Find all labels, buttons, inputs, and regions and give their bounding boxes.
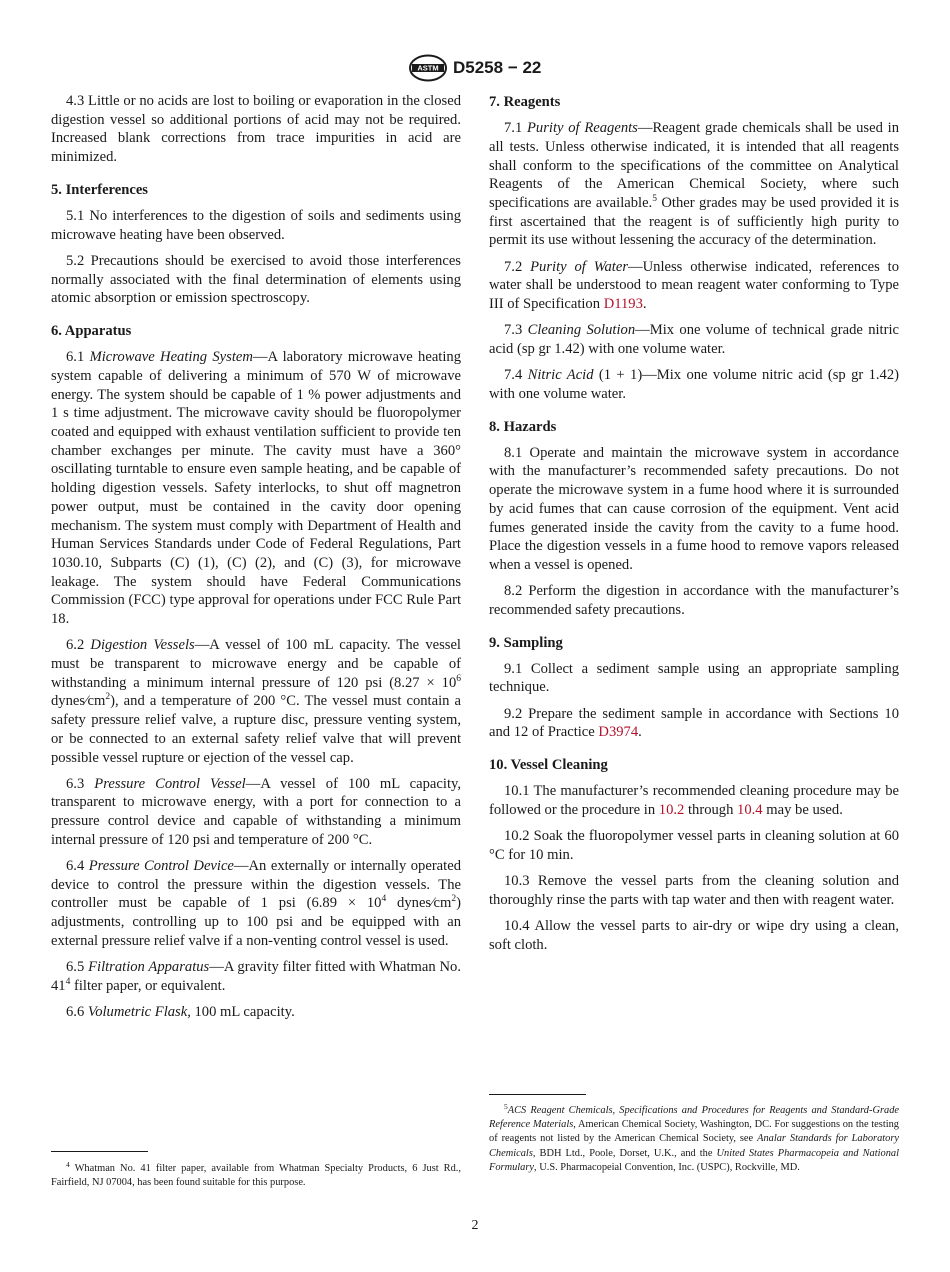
paragraph-7-3: 7.3 Cleaning Solution—Mix one volume of technical grade nitric acid (sp gr 1.42) with one volume water. — [489, 322, 899, 357]
paragraph-5-2: 5.2 Precautions should be exercised to avoid those interferences normally associated with the final determination of elements using atomic absorption or emission spectroscopy. — [51, 252, 461, 307]
paragraph-10-3: 10.3 Remove the vessel parts from the cleaning solution and thoroughly rinse the parts with tap water and then with reagent water. — [489, 873, 899, 908]
section-6-heading: 6. Apparatus — [51, 323, 132, 340]
paragraph-8-1: 8.1 Operate and maintain the microwave system in accordance with the manufacturer’s recommended safety precautions. Do not operate the microwave system in a fume hood where it is surrounded by acid fumes that can cause corrosion of the equipment. Vent acid fumes generated inside the cavity from the cavity to a fume hood. Place the digestion vessels in a fume hood to remove vapors released when a vessel is opened. — [489, 444, 899, 573]
ref-link-10-2[interactable]: 10.2 — [658, 802, 685, 818]
footnote-5: $^5$ACS Reagent Chemicals, Specifications and Procedures for Reagents and Standard-Grade Reference Materials, American Chemical Society, Washington, DC. For suggestions on the testing of reagents not listed by the American Chemical Society, see Analar Standards for Laboratory Chemicals, BDH Ltd., Poole, Dorset, U.K., and the United States Pharmacopeia and National Formulary, U.S. Pharmacopeial Convention, Inc. (USPC), Rockville, MD. — [489, 1102, 899, 1173]
page-number: 2 — [471, 1218, 479, 1233]
section-8-heading: 8. Hazards — [489, 418, 557, 435]
paragraph-10-4: 10.4 Allow the vessel parts to air-dry or wipe dry using a clean, soft cloth. — [489, 918, 899, 953]
paragraph-6-6: 6.6 Volumetric Flask, 100 mL capacity. — [66, 1003, 295, 1020]
paragraph-10-1: 10.1 The manufacturer’s recommended cleaning procedure may be followed or the procedure in 10.2 through 10.4 may be used. — [489, 783, 899, 818]
paragraph-9-1: 9.1 Collect a sediment sample using an appropriate sampling technique. — [489, 660, 899, 696]
footnote-ref-5[interactable]: 5 — [652, 194, 657, 205]
footnote-4: $^4$ Whatman No. 41 filter paper, available from Whatman Specialty Products, 6 Just Rd., Fairfield, NJ 07004, has been found suitable for this purpose. — [51, 1160, 461, 1189]
paragraph-6-4: 6.4 Pressure Control Device—An externally or internally operated device to control the pressure within the digestion vessels. The controller must be capable of 1 psi ($6.89 \times 10^4$ $dynes⁄cm^2$) adjustments, controlling up to 100 psi and be equipped with an external pressure relief valve if a non-venting control vessel is used. — [51, 858, 461, 949]
paragraph-7-2: 7.2 Purity of Water—Unless otherwise indicated, references to water shall be understood to mean reagent water conforming to Type III of Specification D1193. — [489, 258, 899, 313]
right-column — [489, 92, 899, 962]
paragraph-6-5: 6.5 Filtration Apparatus—A gravity filter fitted with Whatman No. $41^4$ filter paper, or equivalent. — [51, 959, 461, 994]
paragraph-4-3: 4.3 Little or no acids are lost to boiling or evaporation in the closed digestion vessel so additional portions of acid may not be required. Increased blank corrections from trace impurities in acid are minimized. — [51, 93, 461, 166]
footnote-divider-left — [51, 1151, 148, 1152]
left-column — [51, 92, 461, 1029]
ref-link-10-4[interactable]: 10.4 — [737, 802, 763, 818]
ref-link-d1193[interactable]: D1193 — [603, 296, 643, 313]
footnote-divider-right — [489, 1094, 586, 1095]
paragraph-9-2: 9.2 Prepare the sediment sample in accordance with Sections 10 and 12 of Practice D3974. — [489, 705, 899, 741]
ref-link-d3974[interactable]: D3974 — [598, 724, 639, 741]
paragraph-5-1: 5.1 No interferences to the digestion of soils and sediments using microwave heating have been observed. — [51, 208, 461, 243]
document-designation: D5258 − 22 — [453, 58, 542, 77]
paragraph-6-3: 6.3 Pressure Control Vessel—A vessel of 100 mL capacity, transparent to microwave energy, with a port for connection to a pressure control device and capable of withstanding a minimum internal pressure of 120 psi and temperature of 200 °C. — [51, 775, 461, 848]
footnote-ref-4[interactable]: 4 — [65, 976, 71, 987]
paragraph-7-1: 7.1 Purity of Reagents—Reagent grade chemicals shall be used in all tests. Unless otherwise indicated, it is intended that all reagents shall conform to the specifications of the committee on Analytical Reagents of the American Chemical Society, where such specifications are available.$^5$ Other grades may be used provided it is first ascertained that the reagent is of sufficiently high purity to permit its use without lessening the accuracy of the determination. — [489, 120, 900, 249]
paragraph-7-4: 7.4 Nitric Acid (1 + 1)—Mix one volume nitric acid (sp gr 1.42) with one volume water. — [489, 367, 899, 402]
section-7-heading: 7. Reagents — [489, 94, 561, 110]
paragraph-8-2: 8.2 Perform the digestion in accordance with the manufacturer’s recommended safety precautions. — [489, 583, 899, 618]
paragraph-6-1: 6.1 Microwave Heating System—A laboratory microwave heating system capable of delivering a minimum of 570 W of microwave energy. The system should be capable of 1 % power adjustments and 1 s time adjustment. The microwave cavity should be fluoropolymer coated and equipped with exhaust ventilation sufficient to provide ten chamber exchanges per minute. The cavity must have a 360° oscillating turntable to ensure even sample heating, and be capable of holding digestion vessels. Safety interlocks, to shut off magnetron power output, must be contained in the cavity door opening mechanism. The system must comply with Department of Health and Human Services Standards under Code of Federal Regulations, Part 1030.10, Subparts (C) (1), (C) (2), and (C) (3), for microwave leakage. The system should have Federal Communications Commission (FCC) type approval for operations under FCC Rule Part 18. — [51, 349, 462, 628]
section-9-heading: 9. Sampling — [489, 634, 563, 651]
section-5-heading: 5. Interferences — [51, 181, 148, 198]
page-header — [0, 54, 950, 84]
paragraph-6-2: 6.2 Digestion Vessels—A vessel of 100 mL capacity. The vessel must be transparent to microwave energy and be capable of withstanding a minimum internal pressure of 120 psi ($8.27 \times 10^6$ $dynes⁄cm^2$), and a temperature of 200 °C. The vessel must contain a safety pressure relief valve, a rupture disc, pressure venting system, or be connected to an external safety relief valve that will prevent possible vessel rupture or ejection of the vessel cap. — [51, 637, 461, 766]
paragraph-10-2: 10.2 Soak the fluoropolymer vessel parts in cleaning solution at 60 °C for 10 min. — [489, 828, 899, 863]
logo-text: ASTM — [417, 63, 439, 73]
section-10-heading: 10. Vessel Cleaning — [489, 757, 608, 774]
astm-logo-icon — [408, 54, 448, 82]
